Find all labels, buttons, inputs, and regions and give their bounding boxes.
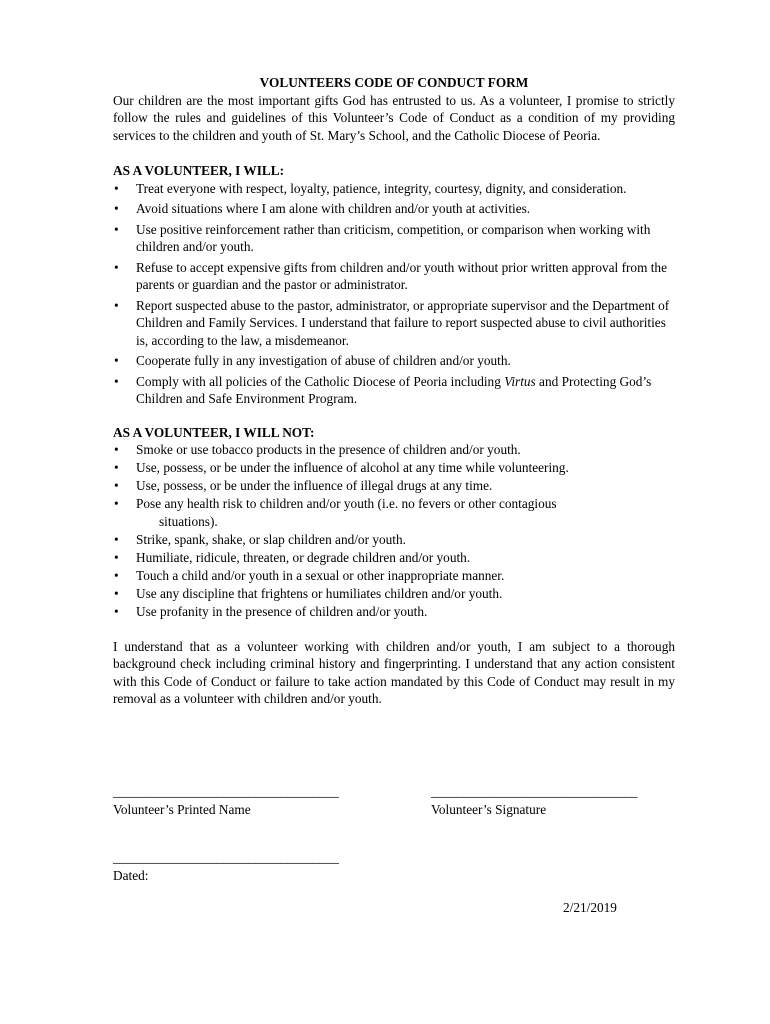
will-item: • Report suspected abuse to the pastor, administrator, or appropriate supervisor and the Department of Children and Family Services. I understand that failure to report suspected abuse to civil authorities is, according to the law, a misdemeanor.: [113, 297, 675, 350]
willnot-item: • Use any discipline that frightens or humiliates children and/or youth.: [113, 585, 675, 603]
printed-name-label: Volunteer’s Printed Name: [113, 801, 251, 817]
willnot-item: • Use, possess, or be under the influence of alcohol at any time while volunteering.: [113, 459, 675, 477]
closing-paragraph: I understand that as a volunteer working with children and/or youth, I am subject to a thorough background check including criminal history and fingerprinting. I understand that any action consistent with this Code of Conduct or failure to take action mandated by this Code of Conduct may result in my removal as a volunteer with children and/or youth.: [113, 638, 675, 707]
dated-line[interactable]: ___________________________________: [113, 850, 339, 865]
intro-paragraph: Our children are the most important gifts God has entrusted to us. As a volunteer, I promise to strictly follow the rules and guidelines of this Volunteer’s Code of Conduct as a condition of my providing services to the children and youth of St. Mary’s School, and the Catholic Diocese of Peoria.: [113, 92, 675, 143]
willnot-list: [113, 441, 675, 621]
dated-field[interactable]: [113, 849, 339, 884]
virtus-italic: Virtus: [504, 373, 536, 389]
will-item-text-end: and Protecting God’s Children and Safe Environment Program.: [136, 373, 652, 406]
will-item: • Avoid situations where I am alone with children and/or youth at activities.: [113, 200, 675, 218]
form-body: [113, 74, 675, 721]
will-item: • Cooperate fully in any investigation of abuse of children and/or youth.: [113, 352, 675, 370]
willnot-item-continuation: situations).: [159, 513, 218, 529]
will-item: [113, 373, 675, 408]
signature-row: [113, 783, 673, 823]
printed-name-field[interactable]: [113, 783, 339, 818]
will-item: • Treat everyone with respect, loyalty, patience, integrity, courtesy, dignity, and consideration.: [113, 180, 675, 198]
willnot-item: • Strike, spank, shake, or slap children and/or youth.: [113, 531, 675, 549]
will-item-text-start: Comply with all policies of the Catholic Diocese of Peoria including: [136, 373, 505, 389]
dated-label: Dated:: [113, 867, 149, 883]
will-item: • Refuse to accept expensive gifts from children and/or youth without prior written approval from the parents or guardian and the pastor or administrator.: [113, 259, 675, 294]
willnot-heading: AS A VOLUNTEER, I WILL NOT:: [113, 424, 315, 440]
willnot-item: [113, 495, 675, 530]
signature-label: Volunteer’s Signature: [431, 801, 547, 817]
printed-name-line[interactable]: ___________________________________: [113, 784, 339, 799]
form-title: VOLUNTEERS CODE OF CONDUCT FORM: [259, 75, 529, 90]
will-list: [113, 180, 675, 408]
willnot-item: • Use, possess, or be under the influence of illegal drugs at any time.: [113, 477, 675, 495]
willnot-item: • Humiliate, ridicule, threaten, or degrade children and/or youth.: [113, 549, 675, 567]
will-heading: AS A VOLUNTEER, I WILL:: [113, 163, 285, 178]
signature-field[interactable]: [431, 783, 637, 818]
willnot-item-text: Pose any health risk to children and/or youth (i.e. no fevers or other contagious: [136, 496, 557, 512]
willnot-item: • Touch a child and/or youth in a sexual or other inappropriate manner.: [113, 567, 675, 585]
signature-line[interactable]: ________________________________: [431, 784, 638, 799]
willnot-item: • Use profanity in the presence of children and/or youth.: [113, 603, 675, 621]
willnot-item: • Smoke or use tobacco products in the presence of children and/or youth.: [113, 441, 675, 459]
revision-date: 2/21/2019: [563, 900, 617, 915]
will-item: • Use positive reinforcement rather than criticism, competition, or comparison when working with children and/or youth.: [113, 221, 675, 256]
